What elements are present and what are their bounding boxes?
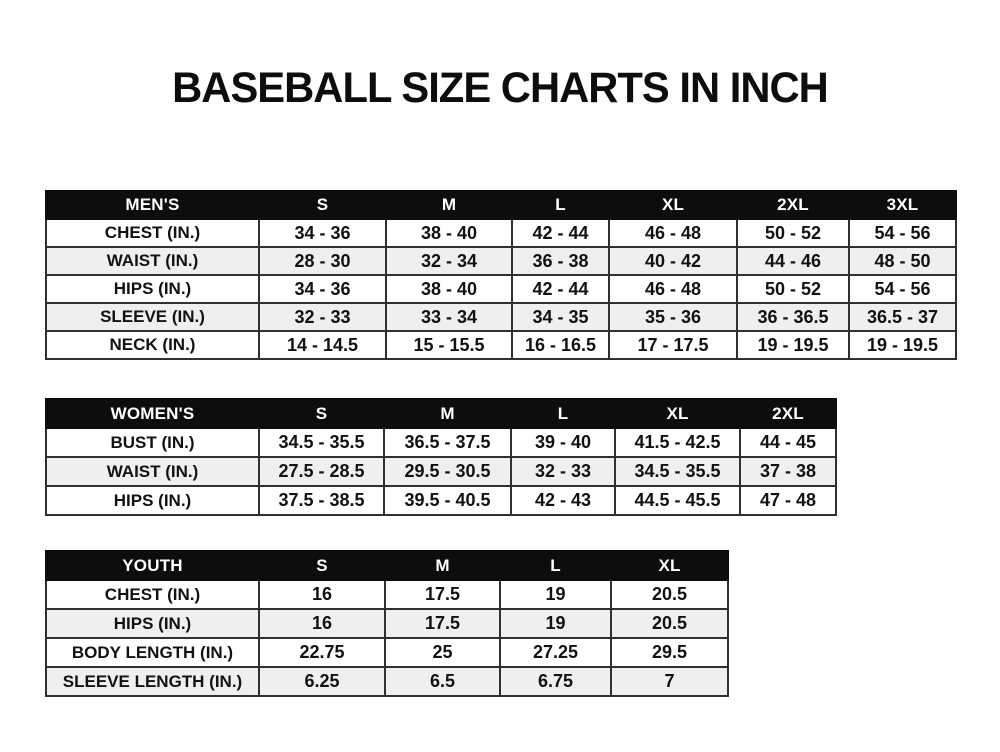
size-cell: 29.5 - 30.5 — [384, 457, 511, 486]
size-cell: 27.25 — [500, 638, 611, 667]
size-cell: 34 - 36 — [259, 275, 386, 303]
womens-header-cell-l: L — [511, 399, 615, 428]
size-cell: 20.5 — [611, 609, 728, 638]
youth-body-length-row — [46, 638, 728, 667]
size-cell: 54 - 56 — [849, 219, 956, 247]
youth-header-cell-l: L — [500, 551, 611, 580]
size-cell: 38 - 40 — [386, 275, 512, 303]
size-cell: 29.5 — [611, 638, 728, 667]
size-cell: 50 - 52 — [737, 219, 849, 247]
womens-header-cell-2xl: 2XL — [740, 399, 836, 428]
womens-waist-row — [46, 457, 836, 486]
mens-chest-row — [46, 219, 956, 247]
row-label: SLEEVE (IN.) — [46, 303, 259, 331]
row-label: CHEST (IN.) — [46, 580, 259, 609]
size-cell: 42 - 44 — [512, 275, 609, 303]
size-cell: 50 - 52 — [737, 275, 849, 303]
row-label: BUST (IN.) — [46, 428, 259, 457]
size-cell: 17 - 17.5 — [609, 331, 737, 359]
youth-sleeve-length-row — [46, 667, 728, 696]
size-cell: 33 - 34 — [386, 303, 512, 331]
womens-header-cell-xl: XL — [615, 399, 740, 428]
size-cell: 38 - 40 — [386, 219, 512, 247]
size-cell: 37 - 38 — [740, 457, 836, 486]
womens-header-cell-m: M — [384, 399, 511, 428]
size-cell: 47 - 48 — [740, 486, 836, 515]
row-label: HIPS (IN.) — [46, 609, 259, 638]
size-cell: 44 - 46 — [737, 247, 849, 275]
size-cell: 6.5 — [385, 667, 500, 696]
mens-sleeve-row — [46, 303, 956, 331]
size-cell: 54 - 56 — [849, 275, 956, 303]
size-cell: 14 - 14.5 — [259, 331, 386, 359]
size-cell: 34.5 - 35.5 — [259, 428, 384, 457]
mens-header-cell-xl: XL — [609, 191, 737, 219]
size-cell: 17.5 — [385, 580, 500, 609]
row-label: WAIST (IN.) — [46, 247, 259, 275]
row-label: HIPS (IN.) — [46, 275, 259, 303]
mens-table-title-cell: MEN'S — [46, 191, 259, 219]
womens-header-cell-s: S — [259, 399, 384, 428]
size-cell: 28 - 30 — [259, 247, 386, 275]
size-cell: 34.5 - 35.5 — [615, 457, 740, 486]
mens-neck-row — [46, 331, 956, 359]
size-cell: 36.5 - 37 — [849, 303, 956, 331]
size-cell: 17.5 — [385, 609, 500, 638]
mens-header-cell-3xl: 3XL — [849, 191, 956, 219]
womens-hips-row — [46, 486, 836, 515]
mens-header-cell-s: S — [259, 191, 386, 219]
size-cell: 44.5 - 45.5 — [615, 486, 740, 515]
size-cell: 16 — [259, 580, 385, 609]
size-cell: 20.5 — [611, 580, 728, 609]
size-cell: 34 - 36 — [259, 219, 386, 247]
size-cell: 34 - 35 — [512, 303, 609, 331]
size-cell: 41.5 - 42.5 — [615, 428, 740, 457]
size-cell: 19 - 19.5 — [737, 331, 849, 359]
size-cell: 32 - 34 — [386, 247, 512, 275]
mens-size-table — [45, 190, 957, 360]
size-cell: 36 - 36.5 — [737, 303, 849, 331]
size-cell: 6.25 — [259, 667, 385, 696]
size-cell: 44 - 45 — [740, 428, 836, 457]
womens-size-table — [45, 398, 837, 516]
youth-header-cell-m: M — [385, 551, 500, 580]
row-label: HIPS (IN.) — [46, 486, 259, 515]
page-title: BASEBALL SIZE CHARTS IN INCH — [172, 64, 828, 112]
size-cell: 46 - 48 — [609, 275, 737, 303]
youth-size-table — [45, 550, 729, 697]
size-cell: 6.75 — [500, 667, 611, 696]
youth-hips-row — [46, 609, 728, 638]
size-cell: 15 - 15.5 — [386, 331, 512, 359]
youth-chest-row — [46, 580, 728, 609]
size-cell: 36.5 - 37.5 — [384, 428, 511, 457]
row-label: WAIST (IN.) — [46, 457, 259, 486]
size-cell: 16 - 16.5 — [512, 331, 609, 359]
size-cell: 19 - 19.5 — [849, 331, 956, 359]
size-cell: 19 — [500, 580, 611, 609]
size-cell: 32 - 33 — [259, 303, 386, 331]
youth-header-row — [46, 551, 728, 580]
size-cell: 36 - 38 — [512, 247, 609, 275]
size-cell: 7 — [611, 667, 728, 696]
mens-header-cell-2xl: 2XL — [737, 191, 849, 219]
womens-header-row — [46, 399, 836, 428]
size-cell: 42 - 43 — [511, 486, 615, 515]
youth-header-cell-s: S — [259, 551, 385, 580]
size-cell: 39 - 40 — [511, 428, 615, 457]
mens-header-cell-l: L — [512, 191, 609, 219]
row-label: NECK (IN.) — [46, 331, 259, 359]
row-label: CHEST (IN.) — [46, 219, 259, 247]
womens-table-title-cell: WOMEN'S — [46, 399, 259, 428]
size-cell: 39.5 - 40.5 — [384, 486, 511, 515]
size-cell: 35 - 36 — [609, 303, 737, 331]
mens-header-cell-m: M — [386, 191, 512, 219]
mens-waist-row — [46, 247, 956, 275]
mens-header-row — [46, 191, 956, 219]
womens-bust-row — [46, 428, 836, 457]
size-cell: 27.5 - 28.5 — [259, 457, 384, 486]
size-cell: 46 - 48 — [609, 219, 737, 247]
size-cell: 22.75 — [259, 638, 385, 667]
youth-table-title-cell: YOUTH — [46, 551, 259, 580]
size-cell: 16 — [259, 609, 385, 638]
row-label: BODY LENGTH (IN.) — [46, 638, 259, 667]
mens-hips-row — [46, 275, 956, 303]
size-cell: 37.5 - 38.5 — [259, 486, 384, 515]
size-cell: 40 - 42 — [609, 247, 737, 275]
size-cell: 42 - 44 — [512, 219, 609, 247]
size-cell: 19 — [500, 609, 611, 638]
row-label: SLEEVE LENGTH (IN.) — [46, 667, 259, 696]
size-cell: 48 - 50 — [849, 247, 956, 275]
size-cell: 32 - 33 — [511, 457, 615, 486]
youth-header-cell-xl: XL — [611, 551, 728, 580]
size-cell: 25 — [385, 638, 500, 667]
